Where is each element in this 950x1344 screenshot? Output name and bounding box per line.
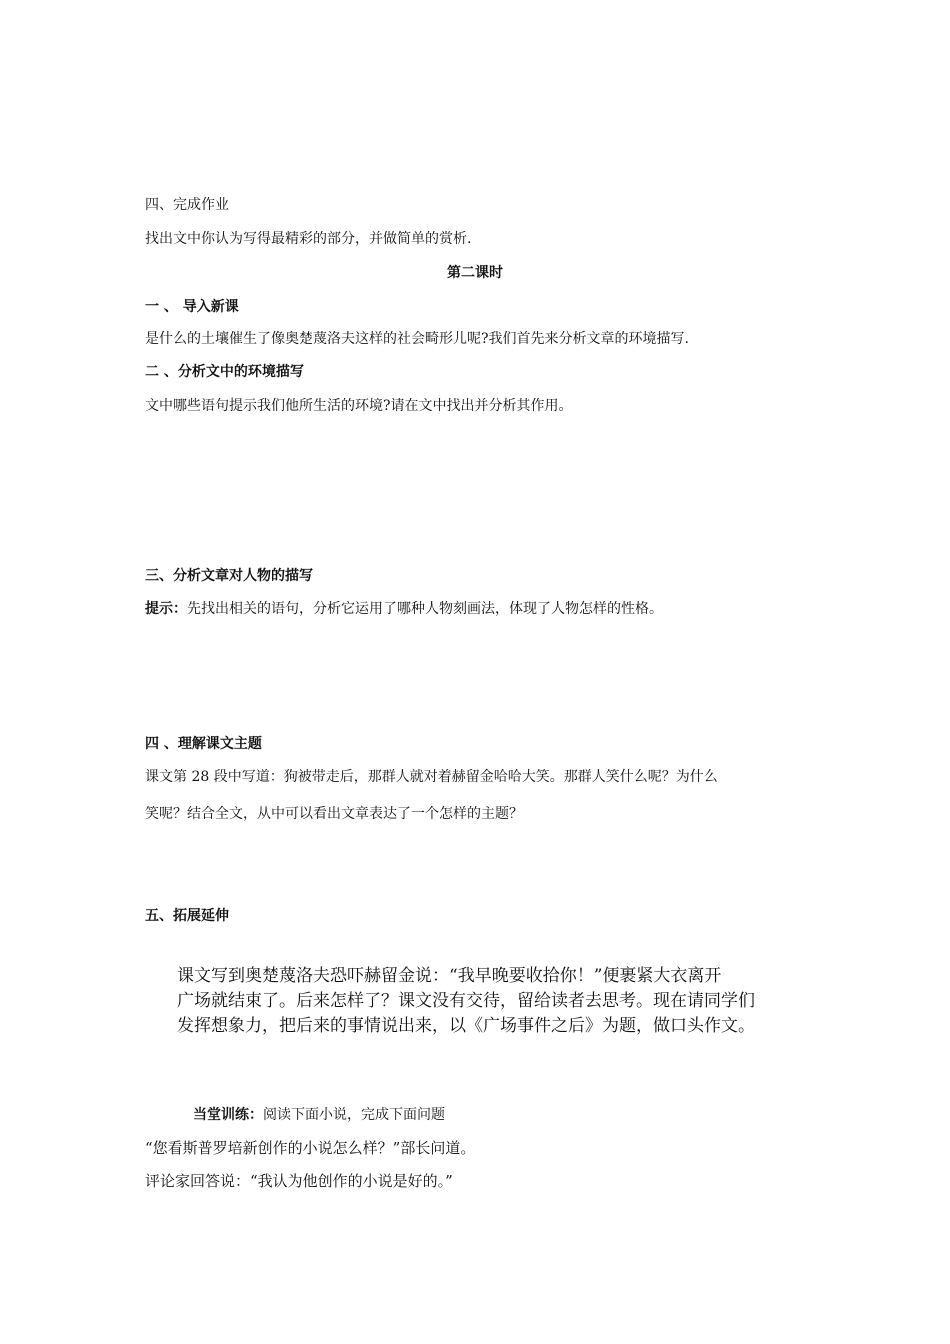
section1-body: 是什么的土壤催生了像奥楚蔑洛夫这样的社会畸形儿呢?我们首先来分析文章的环境描写. [145, 331, 689, 347]
hint-text: 先找出相关的语句，分析它运用了哪种人物刻画法，体现了人物怎样的性格。 [187, 601, 663, 617]
practice-line [193, 1104, 445, 1124]
section2-body: 文中哪些语句提示我们他所生活的环境?请在文中找出并分析其作用。 [145, 398, 573, 414]
section4-line2: 笑呢？结合全文，从中可以看出文章表达了一个怎样的主题？ [145, 806, 523, 822]
section1-heading: 一 、 导入新课 [145, 299, 239, 315]
section4-heading: 四 、理解课文主题 [145, 736, 262, 752]
section5-line1: 课文写到奥楚蔑洛夫恐吓赫留金说：“我早晚要收拾你！”便裹紧大衣离开 [177, 966, 722, 986]
homework-heading: 四、完成作业 [145, 197, 229, 213]
hint-label: 提示： [145, 601, 187, 617]
section5-line2: 广场就结束了。后来怎样了？课文没有交待，留给读者去思考。现在请同学们 [177, 991, 755, 1011]
section2-heading: 二 、分析文中的环境描写 [145, 364, 304, 380]
section3-heading: 三、分析文章对人物的描写 [145, 568, 313, 584]
practice-quote1: “您看斯普罗培新创作的小说怎么样？”部长问道。 [145, 1139, 476, 1157]
practice-instruction: 阅读下面小说，完成下面问题 [263, 1107, 445, 1123]
section5-heading: 五、拓展延伸 [145, 908, 229, 924]
homework-task: 找出文中你认为写得最精彩的部分，并做简单的赏析. [145, 231, 472, 247]
practice-label: 当堂训练： [193, 1107, 263, 1123]
section3-hint [145, 598, 663, 618]
section5-line3: 发挥想象力，把后来的事情说出来，以《广场事件之后》为题，做口头作文。 [177, 1016, 755, 1036]
section4-line1: 课文第 28 段中写道：狗被带走后，那群人就对着赫留金哈哈大笑。那群人笑什么呢？为什么 [145, 769, 718, 785]
practice-quote2: 评论家回答说：“我认为他创作的小说是好的。” [145, 1172, 453, 1190]
lesson-two-title: 第二课时 [447, 265, 503, 281]
